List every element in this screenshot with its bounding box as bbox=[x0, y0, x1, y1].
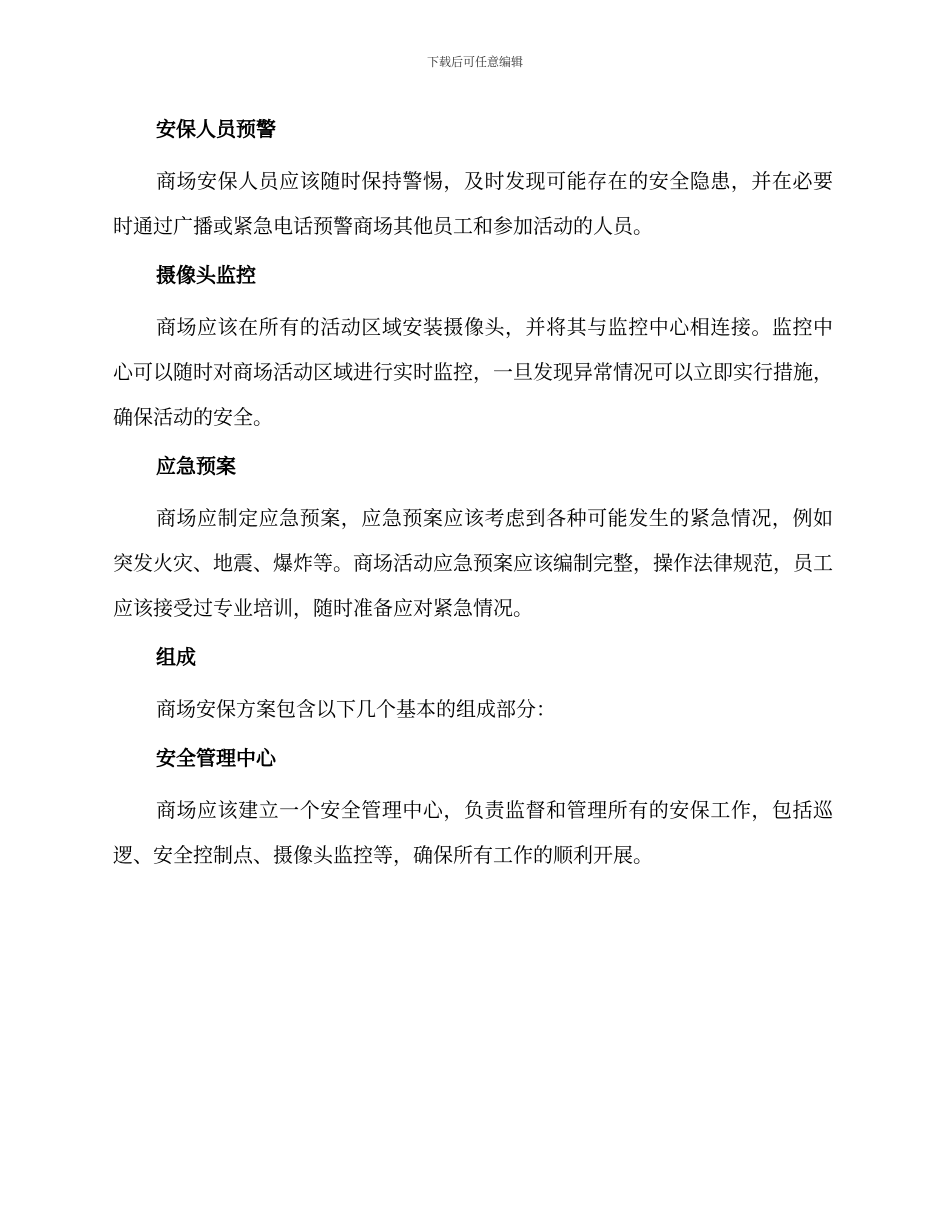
section-heading-emergency-plan: 应急预案 bbox=[156, 454, 236, 478]
section-paragraph-camera-monitoring: 商场应该在所有的活动区域安装摄像头，并将其与监控中心相连接。监控中心可以随时对商场活动区域进行实时监控，一旦发现异常情况可以立即实行措施，确保活动的安全。 bbox=[113, 315, 833, 429]
document-body bbox=[113, 110, 833, 878]
section-heading-security-alert: 安保人员预警 bbox=[156, 117, 276, 141]
section-heading-security-management-center: 安全管理中心 bbox=[156, 746, 276, 770]
section-paragraph-emergency-plan: 商场应制定应急预案，应急预案应该考虑到各种可能发生的紧急情况，例如突发火灾、地震、爆炸等。商场活动应急预案应该编制完整，操作法律规范，员工应该接受过专业培训，随时准备应对紧急情况。 bbox=[113, 506, 833, 620]
section-paragraph-security-alert: 商场安保人员应该随时保持警惕，及时发现可能存在的安全隐患，并在必要时通过广播或紧急电话预警商场其他员工和参加活动的人员。 bbox=[113, 169, 833, 238]
page-header: 下载后可任意编辑 bbox=[426, 55, 523, 69]
section-heading-camera-monitoring: 摄像头监控 bbox=[156, 263, 256, 287]
section-heading-composition: 组成 bbox=[156, 645, 196, 669]
section-paragraph-composition: 商场安保方案包含以下几个基本的组成部分： bbox=[156, 697, 556, 721]
section-paragraph-security-management-center: 商场应该建立一个安全管理中心，负责监督和管理所有的安保工作，包括巡逻、安全控制点、摄像头监控等，确保所有工作的顺利开展。 bbox=[113, 798, 833, 867]
